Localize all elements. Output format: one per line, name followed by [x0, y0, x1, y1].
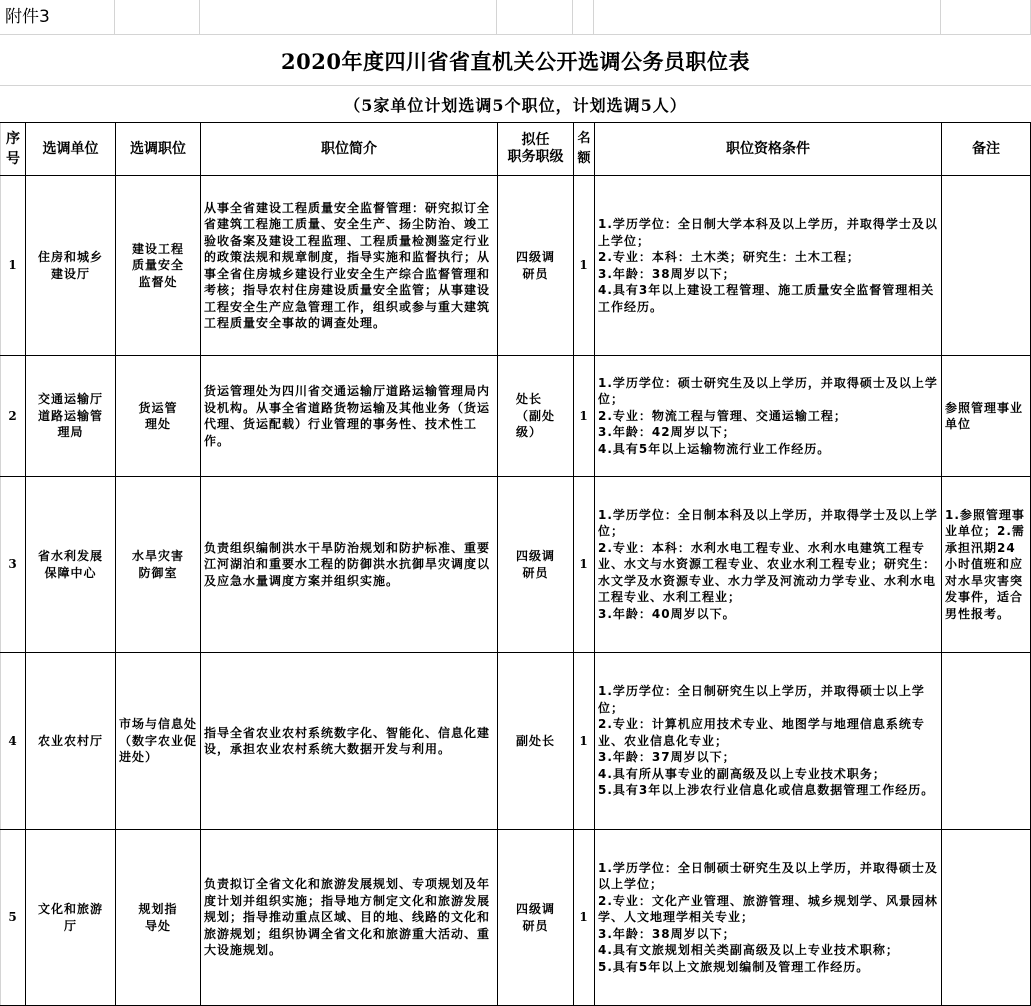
- cell-unit[interactable]: 省水利发展保障中心: [26, 477, 116, 653]
- requirement-item: 3.年龄：38周岁以下；: [598, 266, 736, 281]
- requirement-item: 1.学历学位：全日制硕士研究生及以上学历，并取得硕士及以上学位；: [598, 860, 938, 892]
- cell-unit[interactable]: 文化和旅游厅: [26, 830, 116, 1006]
- cell-description[interactable]: 从事全省建设工程质量安全监督管理：研究拟订全省建筑工程施工质量、安全生产、扬尘防治、竣工验收备案及建设工程监理、工程质量检测鉴定行业的政策法规和规章制度，指导实施和监督执行；从事全省住房城乡建设行业安全生产综合监督管理和考核；指导农村住房建设质量安全监管；从事建设工程安全生产应急管理工作，组织或参与重大建筑工程质量安全事故的调查处理。: [201, 176, 498, 356]
- header-rank[interactable]: [498, 123, 574, 176]
- cell-seq[interactable]: 4: [1, 653, 26, 830]
- requirement-item: 4.具有所从事专业的副高级及以上专业技术职务；: [598, 766, 886, 781]
- cell-quota[interactable]: 1: [574, 477, 595, 653]
- header-seq[interactable]: 序号: [1, 123, 26, 176]
- header-rank-line2: 职务职级: [507, 149, 564, 165]
- page-subtitle: （5家单位计划选调5个职位，计划选调5人）: [344, 95, 687, 115]
- header-unit[interactable]: 选调单位: [26, 123, 116, 176]
- cell-unit[interactable]: 交通运输厅道路运输管理局: [26, 356, 116, 477]
- cell-rank[interactable]: 四级调研员: [498, 477, 574, 653]
- cell-requirements[interactable]: [595, 830, 942, 1006]
- requirement-item: 4.具有5年以上运输物流行业工作经历。: [598, 441, 831, 456]
- empty-cell[interactable]: [200, 0, 497, 35]
- cell-description[interactable]: 负责组织编制洪水干旱防治规划和防护标准、重要江河湖泊和重要水工程的防御洪水抗御旱灾调度以及应急水量调度方案并组织实施。: [201, 477, 498, 653]
- header-row: [1, 123, 1031, 176]
- cell-unit[interactable]: 住房和城乡建设厅: [26, 176, 116, 356]
- empty-cell[interactable]: [497, 0, 573, 35]
- requirement-item: 1.学历学位：全日制大学本科及以上学历，并取得学士及以上学位；: [598, 217, 938, 248]
- cell-seq[interactable]: 2: [1, 356, 26, 477]
- requirement-item: 1.学历学位：硕士研究生及以上学历，并取得硕士及以上学位；: [598, 375, 938, 407]
- empty-cell[interactable]: [594, 0, 941, 35]
- cell-description[interactable]: 货运管理处为四川省交通运输厅道路运输管理局内设机构。从事全省道路货物运输及其他业务（货运代理、货运配载）行业管理的事务性、技术性工作。: [201, 356, 498, 477]
- cell-seq[interactable]: 5: [1, 830, 26, 1006]
- cell-rank[interactable]: 四级调研员: [498, 176, 574, 356]
- requirement-item: 3.年龄：38周岁以下；: [598, 926, 736, 941]
- cell-notes[interactable]: 参照管理事业单位: [942, 356, 1031, 477]
- table-row: [1, 356, 1031, 477]
- requirement-item: 3.年龄：42周岁以下；: [598, 425, 736, 440]
- cell-quota[interactable]: 1: [574, 356, 595, 477]
- cell-requirements[interactable]: [595, 653, 942, 830]
- requirement-item: 3.年龄：40周岁以下。: [598, 606, 736, 621]
- cell-position[interactable]: 市场与信息处（数字农业促进处）: [116, 653, 201, 830]
- cell-position[interactable]: 规划指导处: [116, 830, 201, 1006]
- cell-seq[interactable]: 3: [1, 477, 26, 653]
- header-quota[interactable]: 名额: [574, 123, 595, 176]
- subtitle-row: [0, 86, 1031, 122]
- table-row: [1, 176, 1031, 356]
- cell-quota[interactable]: 1: [574, 830, 595, 1006]
- cell-notes[interactable]: [942, 653, 1031, 830]
- cell-rank[interactable]: 处长（副处级）: [498, 356, 574, 477]
- header-position[interactable]: 选调职位: [116, 123, 201, 176]
- positions-table: [0, 122, 1031, 1006]
- attachment-row: [0, 0, 1031, 36]
- header-requirements[interactable]: 职位资格条件: [595, 123, 942, 176]
- header-rank-line1: 拟任: [521, 132, 550, 148]
- cell-seq[interactable]: 1: [1, 176, 26, 356]
- attachment-label[interactable]: 附件3: [0, 0, 115, 35]
- requirement-item: 2.专业：计算机应用技术专业、地图学与地理信息系统专业、农业信息化专业；: [598, 717, 925, 748]
- cell-description[interactable]: 指导全省农业农村系统数字化、智能化、信息化建设，承担农业农村系统大数据开发与利用。: [201, 653, 498, 830]
- cell-position[interactable]: 建设工程质量安全监督处: [116, 176, 201, 356]
- cell-position[interactable]: 货运管理处: [116, 356, 201, 477]
- requirement-item: 3.年龄：37周岁以下；: [598, 750, 736, 765]
- cell-rank[interactable]: 副处长: [498, 653, 574, 830]
- requirement-item: 2.专业：本科：水利水电工程专业、水利水电建筑工程专业、水文与水资源工程专业、农业水利工程专业；研究生：水文学及水资源专业、水力学及河流动力学专业、水利水电工程专业、水利工程业；: [598, 540, 937, 605]
- requirement-item: 4.具有3年以上建设工程管理、施工质量安全监督管理相关工作经历。: [598, 283, 935, 314]
- table-row: [1, 477, 1031, 653]
- empty-cell[interactable]: [115, 0, 200, 35]
- requirement-item: 5.具有5年以上文旅规划编制及管理工作经历。: [598, 959, 870, 974]
- cell-requirements[interactable]: [595, 477, 942, 653]
- title-row: [0, 36, 1031, 86]
- cell-unit[interactable]: 农业农村厅: [26, 653, 116, 830]
- cell-requirements[interactable]: [595, 176, 942, 356]
- cell-notes[interactable]: [942, 176, 1031, 356]
- requirement-item: 5.具有3年以上涉农行业信息化或信息数据管理工作经历。: [598, 783, 935, 798]
- table-row: [1, 653, 1031, 830]
- requirement-item: 1.学历学位：全日制研究生以上学历，并取得硕士以上学位；: [598, 684, 925, 715]
- requirement-item: 1.学历学位：全日制本科及以上学历，并取得学士及以上学位；: [598, 507, 938, 539]
- cell-quota[interactable]: 1: [574, 176, 595, 356]
- table-row: [1, 830, 1031, 1006]
- requirement-item: 4.具有文旅规划相关类副高级及以上专业技术职称；: [598, 943, 899, 958]
- requirement-item: 2.专业：本科：土木类；研究生：土木工程；: [598, 250, 860, 264]
- empty-cell[interactable]: [573, 0, 594, 35]
- cell-notes[interactable]: 1.参照管理事业单位；2.需承担汛期24小时值班和应对水旱灾害突发事件，适合男性报考。: [942, 477, 1031, 653]
- cell-requirements[interactable]: [595, 356, 942, 477]
- header-notes[interactable]: 备注: [942, 123, 1031, 176]
- cell-notes[interactable]: [942, 830, 1031, 1006]
- cell-description[interactable]: 负责拟订全省文化和旅游发展规划、专项规划及年度计划并组织实施；指导地方制定文化和旅游发展规划；指导推动重点区域、目的地、线路的文化和旅游规划；组织协调全省文化和旅游重大活动、重大设施规划。: [201, 830, 498, 1006]
- header-description[interactable]: 职位简介: [201, 123, 498, 176]
- cell-rank[interactable]: 四级调研员: [498, 830, 574, 1006]
- empty-cell[interactable]: [941, 0, 1031, 35]
- cell-quota[interactable]: 1: [574, 653, 595, 830]
- requirement-item: 2.专业：文化产业管理、旅游管理、城乡规划学、风景园林学、人文地理学相关专业；: [598, 893, 938, 925]
- requirement-item: 2.专业：物流工程与管理、交通运输工程；: [598, 408, 847, 423]
- cell-position[interactable]: 水旱灾害防御室: [116, 477, 201, 653]
- page-title: 2020年度四川省省直机关公开选调公务员职位表: [281, 48, 750, 74]
